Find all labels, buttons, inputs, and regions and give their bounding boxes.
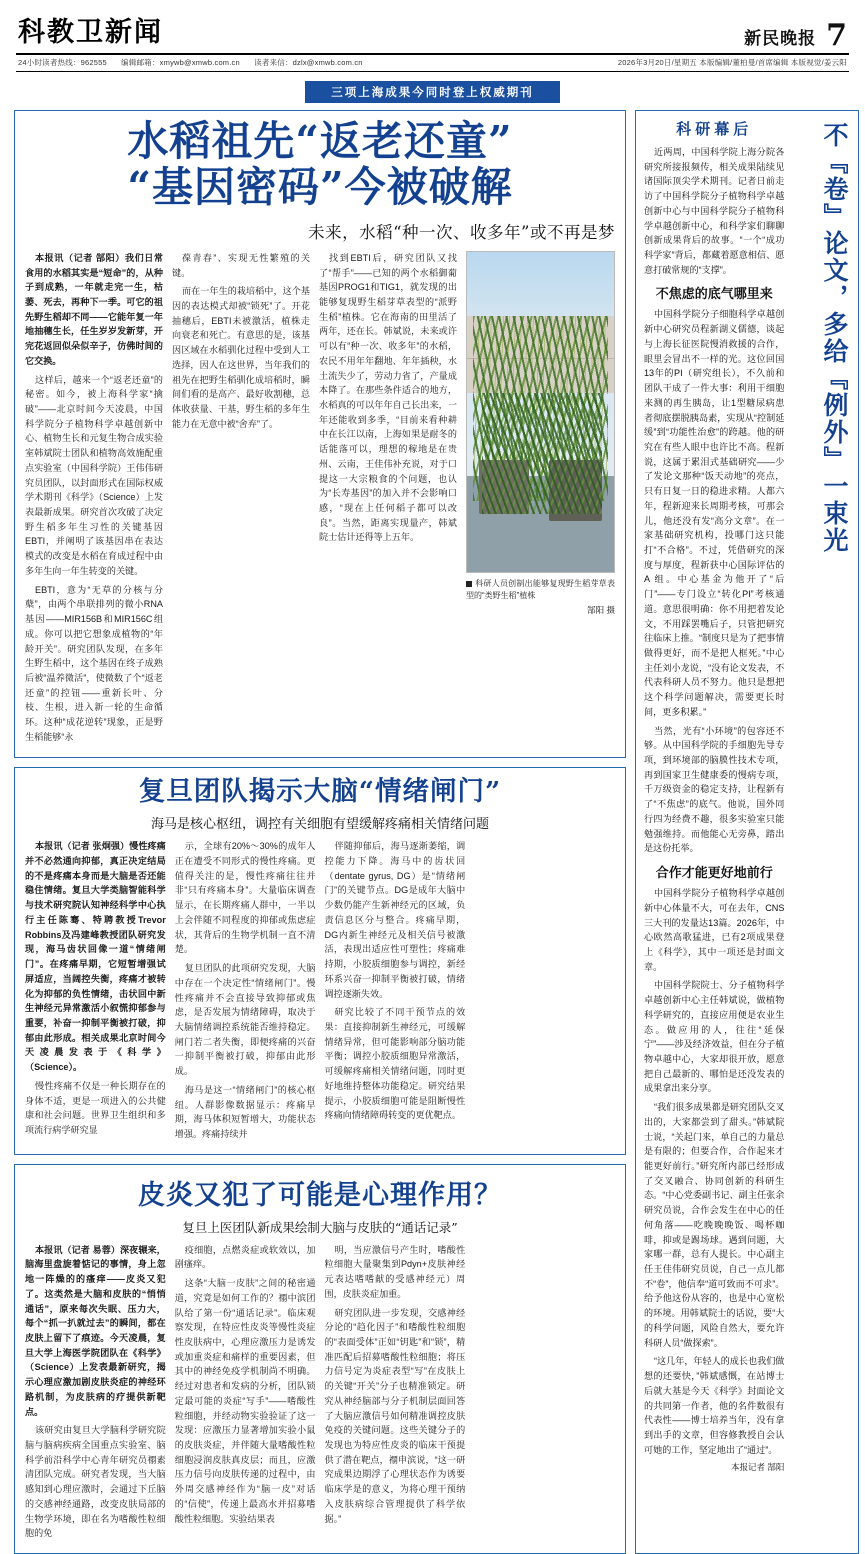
sidebar-subhead-1: 不焦虑的底气哪里来 — [655, 287, 773, 303]
sidebar-text-column — [644, 118, 784, 1546]
right-column — [635, 110, 859, 1554]
sidebar-body2-p1: 中国科学院分子植物科学卓越创新中心体量不大，可在去年，CNS 三大刊的发量达13篇。2026年，中心欧然高歌猛进，已有2项成果登上《科学》，其中一项还是封面文章。 — [644, 888, 785, 972]
reader-mail-text: 读者来信：dzlx@xmwb.com.cn — [254, 58, 363, 67]
article2-lede: 本报讯（记者 张炯强）慢性疼痛并不必然通向抑郁，真正决定结局的不是疼痛本身而是大脑是否还能稳住情绪。复旦大学类脑智能科学与技术研究院认知神经科学中心执行主任陈骞、特聘教授Trevor Robbins及冯建峰教授团队研究发现，海马齿状回像一道“情绪闸门”。在疼痛早期，它短暂增强试屏适应，当阔控失衡，疼痛才被转化为抑郁的负性情绪，击状回中新生神经元异常激活小叙慌抑郁参与重要，补奋一抑制平衡被打破，抑郁由此形成。相关成果北京时间今天凌晨发表于《科学》（Science）。 — [25, 841, 166, 1073]
article1-col1-p3: EBTI，意为“无草的分核与分蘖”，由两个串联排列的微小RNA基因——MIR156B和MIR156C组成。你可以把它想象成植物的“年龄开关”。研究团队发现，在多年生野生稻中，这个基因在终子成熟后被“温养微活”，使微数了个“返老还童”的控钮——重新长叶、分枝、生根，进入新一轮的生命循环。这种“成花逆转”现象，正是野生稻能够“永 — [25, 584, 163, 742]
topic-banner: 三项上海成果今同时登上权威期刊 — [305, 81, 560, 103]
article-emotion-gate — [14, 767, 626, 1155]
article3-col3-p1: 明，当应激信号产生时，嗜酸性粒细胞大量聚集到Pdyn+皮肤神经元表达嗜嗜献的受感神经元）周围，皮肤炎症加重。 — [324, 1244, 466, 1299]
sidebar-vertical-headline: 不『卷』论文，多给『例外』一束光 — [820, 122, 849, 554]
paper-name: 新民晚报 — [744, 29, 817, 49]
photo-byline: 郜阳 摄 — [587, 604, 615, 615]
banner-wrap — [14, 72, 851, 110]
article1-col1-p2: 这样后，越来一个“返老还童”的秘密。如今，被上海科学家“擒破”——北京时间今天凌晨，中国科学院分子植物科学卓越创新中心、植物生长和元复生物合成实验室韩斌院士团队和植物高效施配重点实验室（中国科学院）王伟伟研究员团队，以封面形式在国际权威学术期刊《科学》（Science）上发表最新成果。研究首次攻破了决定野生稻多年生习性的关键基因EBTI，并阐明了该基因串在表达模式的改变是水稻在育成过程中由多年生向一年生转变的关键。 — [25, 374, 163, 576]
sidebar-signature: 本报记者 郜阳 — [731, 1462, 785, 1473]
sidebar-section-label-text: 科研幕后 — [676, 120, 753, 138]
sidebar-intro — [644, 145, 784, 277]
hotline-text: 24小时读者热线：962555 — [18, 58, 107, 67]
sidebar-body2-p4: “这几年，年轻人的成长也我们做想的还要快，”韩斌感慨，在站博士后就大基是今天《科学》封面论文的共同第一作者，他的名件数很有代表性——博士培养当年，没有拿到出手的文章，但容修教授自会认可她的工作，坚定地出了“通过”。 — [644, 1356, 785, 1455]
contact-info-line — [14, 55, 851, 71]
sidebar-subhead-2: 合作才能更好地前行 — [655, 866, 773, 882]
article3-subhead: 复旦上医团队新成果绘制大脑与皮肤的“通话记录” — [182, 1219, 458, 1235]
rice-plant-photo — [466, 251, 615, 573]
photo-caption-text: 科研人员创制出能够复现野生稻芽草表型的“类野生稻”植株 — [466, 578, 615, 600]
editor-mail-text: 编辑邮箱：xmywb@xmwb.com.cn — [121, 58, 240, 67]
sidebar-body1-p1: 中国科学院分子细胞科学卓越创新中心研究员程新湖义儒德，谈起与上海长征医院慢消救援的合作，眼里会冒出不一样的光。这位回国13年的PI（研究组长），不久前和团队干成了一件大事：利用干细胞来测的再生胰岛，让1型糖尿病患者彻底摆脱胰岛素，实现从“控制延缓”到“功能性治愈”的跨越。他的研究在有些人眼中也许比不高。程新说，这属于累泪式基础研究——少了发论文那种“饭天动地”的亮点，只有日复一日的稳进求精。人都六年，程新迎来长周期考核，可那会儿，他还没有发“高分文章”。在一家基础研究机构，投哪门这只能打“不合格”。不过，凭借研究的深度与厚度，程新获中心国际评估的 A 组。中心基金为他开了“后门”——专门设立“转化PI”考核通道。意思很明确：你不用把着发论文，不用踩罢嘴后子，只管把研究往临床上推。“制度只是为了把事情做得更好，而不是把人框死。”中心主任刘小龙说，“没有论文发表，不代表科研人员不努力。他只是想把这个科学问题解决，需要更长时间，更多积累。” — [644, 309, 785, 717]
sidebar-intro-p1: 近两周，中国科学院上海分院各研究所接报频传，相关成果陆续见诸国际顶尖学术期刊。记者日前走访了中国科学院分子植物科学卓越创新中心与中国科学院分子植物科学卓越创新中心，和科学家们聊聊创新成果背后的故事。“一个“成功科学家”背后，都藏着愿意相信、愿意打破常规的“支撑”。 — [644, 147, 785, 275]
page-number: 7 — [826, 18, 847, 53]
article2-col2-p3: 海马是这一“情绪闸门”的核心枢纽。人群影像数据显示：疼痛早期，海马体积短暂增大，功能状态增强。疼痛持续并 — [174, 1084, 316, 1139]
sidebar-body2-p3: “我们很多成果都是研究团队交叉出的，大家都尝到了甜头。”韩斌院士说，“关起门来，单自己的力量总是有限的；但要合作，合作起来才能更好前行。”研究所内部已经形成了交叉融合、协同创新的科研生态。“中心党委副书记、副主任张余研究员说，合作会发生在中心的任何角落——吃晚晚晚饭、喝杯咖啡，抑或是踢场球。遇到问题，大家哪一群，总有人提长。中心副主任王佳伟研究员说，自己一点儿都不“卷”，他信奉“道可致而不可求”。给予他这份从容的，也是中心宽松的环境。用韩斌院士的话说，要“大的科学问题，风险自然大，要允许科研人员“做探索”。 — [644, 1102, 785, 1348]
article3-headline: 皮炎又犯了可能是心理作用？ — [138, 1179, 502, 1211]
article1-col2-p1: 葆青春”、实现无性繁殖的关键。 — [172, 252, 310, 278]
article3-col3 — [325, 1243, 466, 1545]
article2-col3-p2: 研究比较了不同干预节点的效果：直接抑制新生神经元，可缓解情绪异常，但可能影响部分脑功能平衡；调控小胶质细胞异常激活，可缓解疼痛相关情绪问题，同时更好地维持整体功能稳定。研究结果提示，小胶质细胞可能是阻断慢性疼痛向情绪障碍转变的更优靶点。 — [324, 1007, 466, 1121]
article2-headline: 复旦团队揭示大脑“情绪闸门” — [138, 775, 502, 807]
article1-subhead: 未来，水稻“种一次、收多年”或不再是梦 — [308, 222, 615, 242]
article1-lede: 本报讯（记者 郜阳）我们日常食用的水稻其实是“短命”的，从种子到成熟，一年就走完一生，枯萎、死去，再种下一季。可它的祖先野生稻却不同——它能年复一年地抽穗生长，任生岁岁发新芽，开完花返回似朵似辛子，仿佛时间的它交换。 — [25, 252, 163, 366]
article1-col3 — [319, 251, 457, 749]
sidebar-body-2 — [644, 886, 784, 1457]
article3-lede: 本报讯（记者 易蓉）深夜辗来，脑海里盘旋着惦记的事情，身上忽地一阵燥的的瘙痒——皮炎又犯了。这类然是大脑和皮肤的“悄悄通话”，原来每次失眠、压力大，每个“抓一扒就过去”的瞬间，都在皮肤上留下了痕迹。今天凌晨，复旦大学上海医学院团队在《科学》（Science）上发表最新研究，揭示心理应激加剧皮肤炎症的神经环路机制，为皮肤病的疗提供新靶点。 — [25, 1244, 166, 1417]
article2-col2-p1: 示，全球有20%～30%的成年人正在遭受不同形式的慢性疼痛。更值得关注的是，慢性疼痛往往并非“只有疼痛本身”。大量临床调查显示，在长期疼痛人群中，一半以上会伴随不同程度的抑郁或焦虑症状，其背后的生物学机制一直不清楚。 — [174, 841, 316, 955]
article2-col4 — [474, 839, 615, 1145]
photo-caption — [466, 578, 615, 602]
article1-photo-column — [466, 251, 615, 749]
article2-col2-p2: 复旦团队的此项研究发现，大脑中存在一个决定性“情绪闸门”。慢性疼痛并不会直接导致抑郁或焦虑，是否发展为情绪障碍，取决于大脑情绪调控系统能否维持稳定。闸门若二者失衡，即便疼痛的兴奋一抑制平衡被打破，抑郁由此形成。 — [174, 963, 316, 1077]
article-dermatitis-psychology — [14, 1164, 626, 1554]
caption-marker-icon — [466, 581, 472, 587]
page-body — [14, 110, 851, 1554]
article2-col1 — [25, 839, 166, 1145]
sidebar-section-label — [644, 118, 784, 139]
left-column — [14, 110, 626, 1554]
article1-col2-p2: 而在一年生的栽培稻中，这个基因的表达模式却被“锁死”了。开花抽穗后，EBTI未被激活，植株走向衰老和死亡。有意思的是，该基因区域在水稻驯化过程中受到人工选择，因人在这世界，当年我们的祖先在把野生稻驯化成培稻时，瞬间们看的是高产、最好收割穗，总体收获量、干基，野生稻的多年生能力在无意中被“舍弃”了。 — [172, 286, 310, 429]
article2-subhead: 海马是核心枢纽，调控有关细胞有望缓解疼痛相关情绪问题 — [150, 817, 489, 833]
article1-headline-line2: “基因密码”今被破解 — [127, 162, 513, 211]
masthead-right — [744, 18, 847, 53]
photo-rice-leaves-lower — [482, 393, 603, 515]
article1-columns — [25, 251, 615, 749]
article1-col2 — [172, 251, 310, 749]
article1-col3-p1: 找到EBTI后，研究团队又找了“帮手”——已知的两个水稻御葡基因PROG1和TIG1，就发现的出能够复现野生稻芽草表型的“派野生稻”植株。它在海南的田里活了两年，还在长。韩斌说，未来或许可以有“种一次、收多年”的水稻，农民不用年年翻地、年年插秧，水土流失少了，劳动力省了，产量成本降了。在那些条件适合的地方，水稻真的可以年年自己长出来，一年还能收到多季，“目前来看种耕中在长江以南，上海如果是耐冬的话能落可以，理想的稼地是在贵州、云南，王佳伟补充说，对于口提这一大宗粮食的个问题，也认为“长寿基因”的加入并不会影响口感，“现在上任何稻子都可以改良”。当然，距离实现量产，韩斌院士估计还得等上五年。 — [319, 252, 457, 543]
section-title: 科教卫新闻 — [18, 17, 163, 48]
masthead — [14, 0, 851, 51]
article3-col2-p2: 这条“大脑一皮肤”之间的秘密通道，究竟是如何工作的？禤中滨团队给了第一份“通话记录”。临床观察发现，在特应性皮炎等慢性炎症性皮肤病中，心理应激压力是诱发或加重炎症和痛样的重要因素，但其中的神经免疫学机制尚不明确。经过对患者和发病的分析，团队锁定最可能的炎症“写手”——嗜酸性粒细胞，并经动物实验验证了这一发现：应激压力显著增加实验小鼠的皮肤炎症，并伴随大量嗜酸性粒细胞浸润皮肤真皮层；而且，应激压力信号向皮肤传递的过程中，由外周交感神经作为“脑一皮”对话的“信使”，传递上最高水并招募嗜酸性粒细胞。实验结果表 — [174, 1278, 316, 1524]
article1-headline — [25, 119, 615, 211]
date-editor-text: 2026年3月20日/星期五 本版编辑/董柏曼/首席编辑 本版视觉/姜云阳 — [617, 58, 847, 67]
article2-columns — [25, 839, 615, 1145]
article3-columns — [25, 1243, 615, 1545]
sidebar-body1-p2: 当然，光有“小环境”的包容还不够。从中国科学院的手细胞先导专项，到环境部的脑膜性技术专项，再到国家卫生健康委的慢病专项，千万级资金的稳定支持，让程新有了“不焦虑”的底气。他说，国外同行四为经费不趣，很多实验室只能勉强维持。而他能心无旁鼻，踏出是这份托举。 — [644, 725, 785, 854]
article2-col3 — [325, 839, 466, 1145]
article2-col3-p1: 伴随抑郁后，海马逐渐萎缩，调控能力下降。海马中的齿状回（dentate gyrus, DG）是“情绪闸门”的关键节点。DG是成年大脑中少数仍能产生新神经元的区域，负责信息区分与整合。疼痛早期，DG内新生神经元及相关信号被激活，表现出适应性可塑性；疼痛难持期，小胶质细胞参与调控，新经环系兴奋一抑制平衡被打破，情绪调控逐渐失效。 — [324, 841, 466, 999]
article2-col2 — [175, 839, 316, 1145]
article3-col1-p2: 该研究由复旦大学脑科学研究院脑与脑病疾病全国重点实验室、脑科学前沿科学中心青年研究员禤素清团队完成。研究者发现，当大脑感知到心理应激时，会通过下丘脑的交感神经通路，改变皮肤局部的生物学环境，即在名为嗜酸性粒细胞的免 — [25, 1425, 166, 1539]
article3-col2 — [175, 1243, 316, 1545]
article3-col4 — [474, 1243, 615, 1545]
article3-col1 — [25, 1243, 166, 1545]
article3-col3-p2: 研究团队进一步发现，交感神经分论的“趋化因子”和嗜酸性粒细胞的“表面受体”正如“钥匙”和“锁”，精准匹配后招募嗜酸性粒细胞；将压力信号定为炎症表型“写”在皮肤上的关键“开关”分子也精准锁定。研究从神经脑部与分子机制层面回答了大脑应激信号如何精准调控皮肤免疫的关键问题。这些关键分子的发现也为特应性皮炎的临床干预提供了潜在靶点，禤申滨说，“这一研究成果边期浮了心理状态作为诱要临床学是的意义，为将心理干预纳入皮肤病综合管理提供了科学依据。” — [324, 1307, 466, 1524]
article-rice-genome — [14, 110, 626, 758]
article1-headline-line1: 水稻祖先“返老还童” — [127, 117, 513, 165]
sidebar-feature-box — [635, 110, 859, 1554]
sidebar-body2-p2: 中国科学院院士、分子植物科学卓越创新中心主任韩斌说，做植物科学研究的，直接应用便是农业生态。做应用的人，往往“延保宁”——涉及经济效益，但在分子植物卓越中心，大家却很开放，愿意把自己最新的、哪怕是还没发表的成果拿出来分享。 — [644, 980, 785, 1094]
sidebar-body-1 — [644, 307, 784, 856]
article2-col1-p2: 慢性疼痛不仅是一种长期存在的身体不适，更是一项进入的公共健康和社会问题。世界卫生组织和多项流行病学研究显 — [25, 1080, 166, 1135]
article3-col2-p1: 疫细胞，点燃炎症或软效以，加剧瘙痒。 — [174, 1244, 316, 1270]
article1-col1 — [25, 251, 163, 749]
